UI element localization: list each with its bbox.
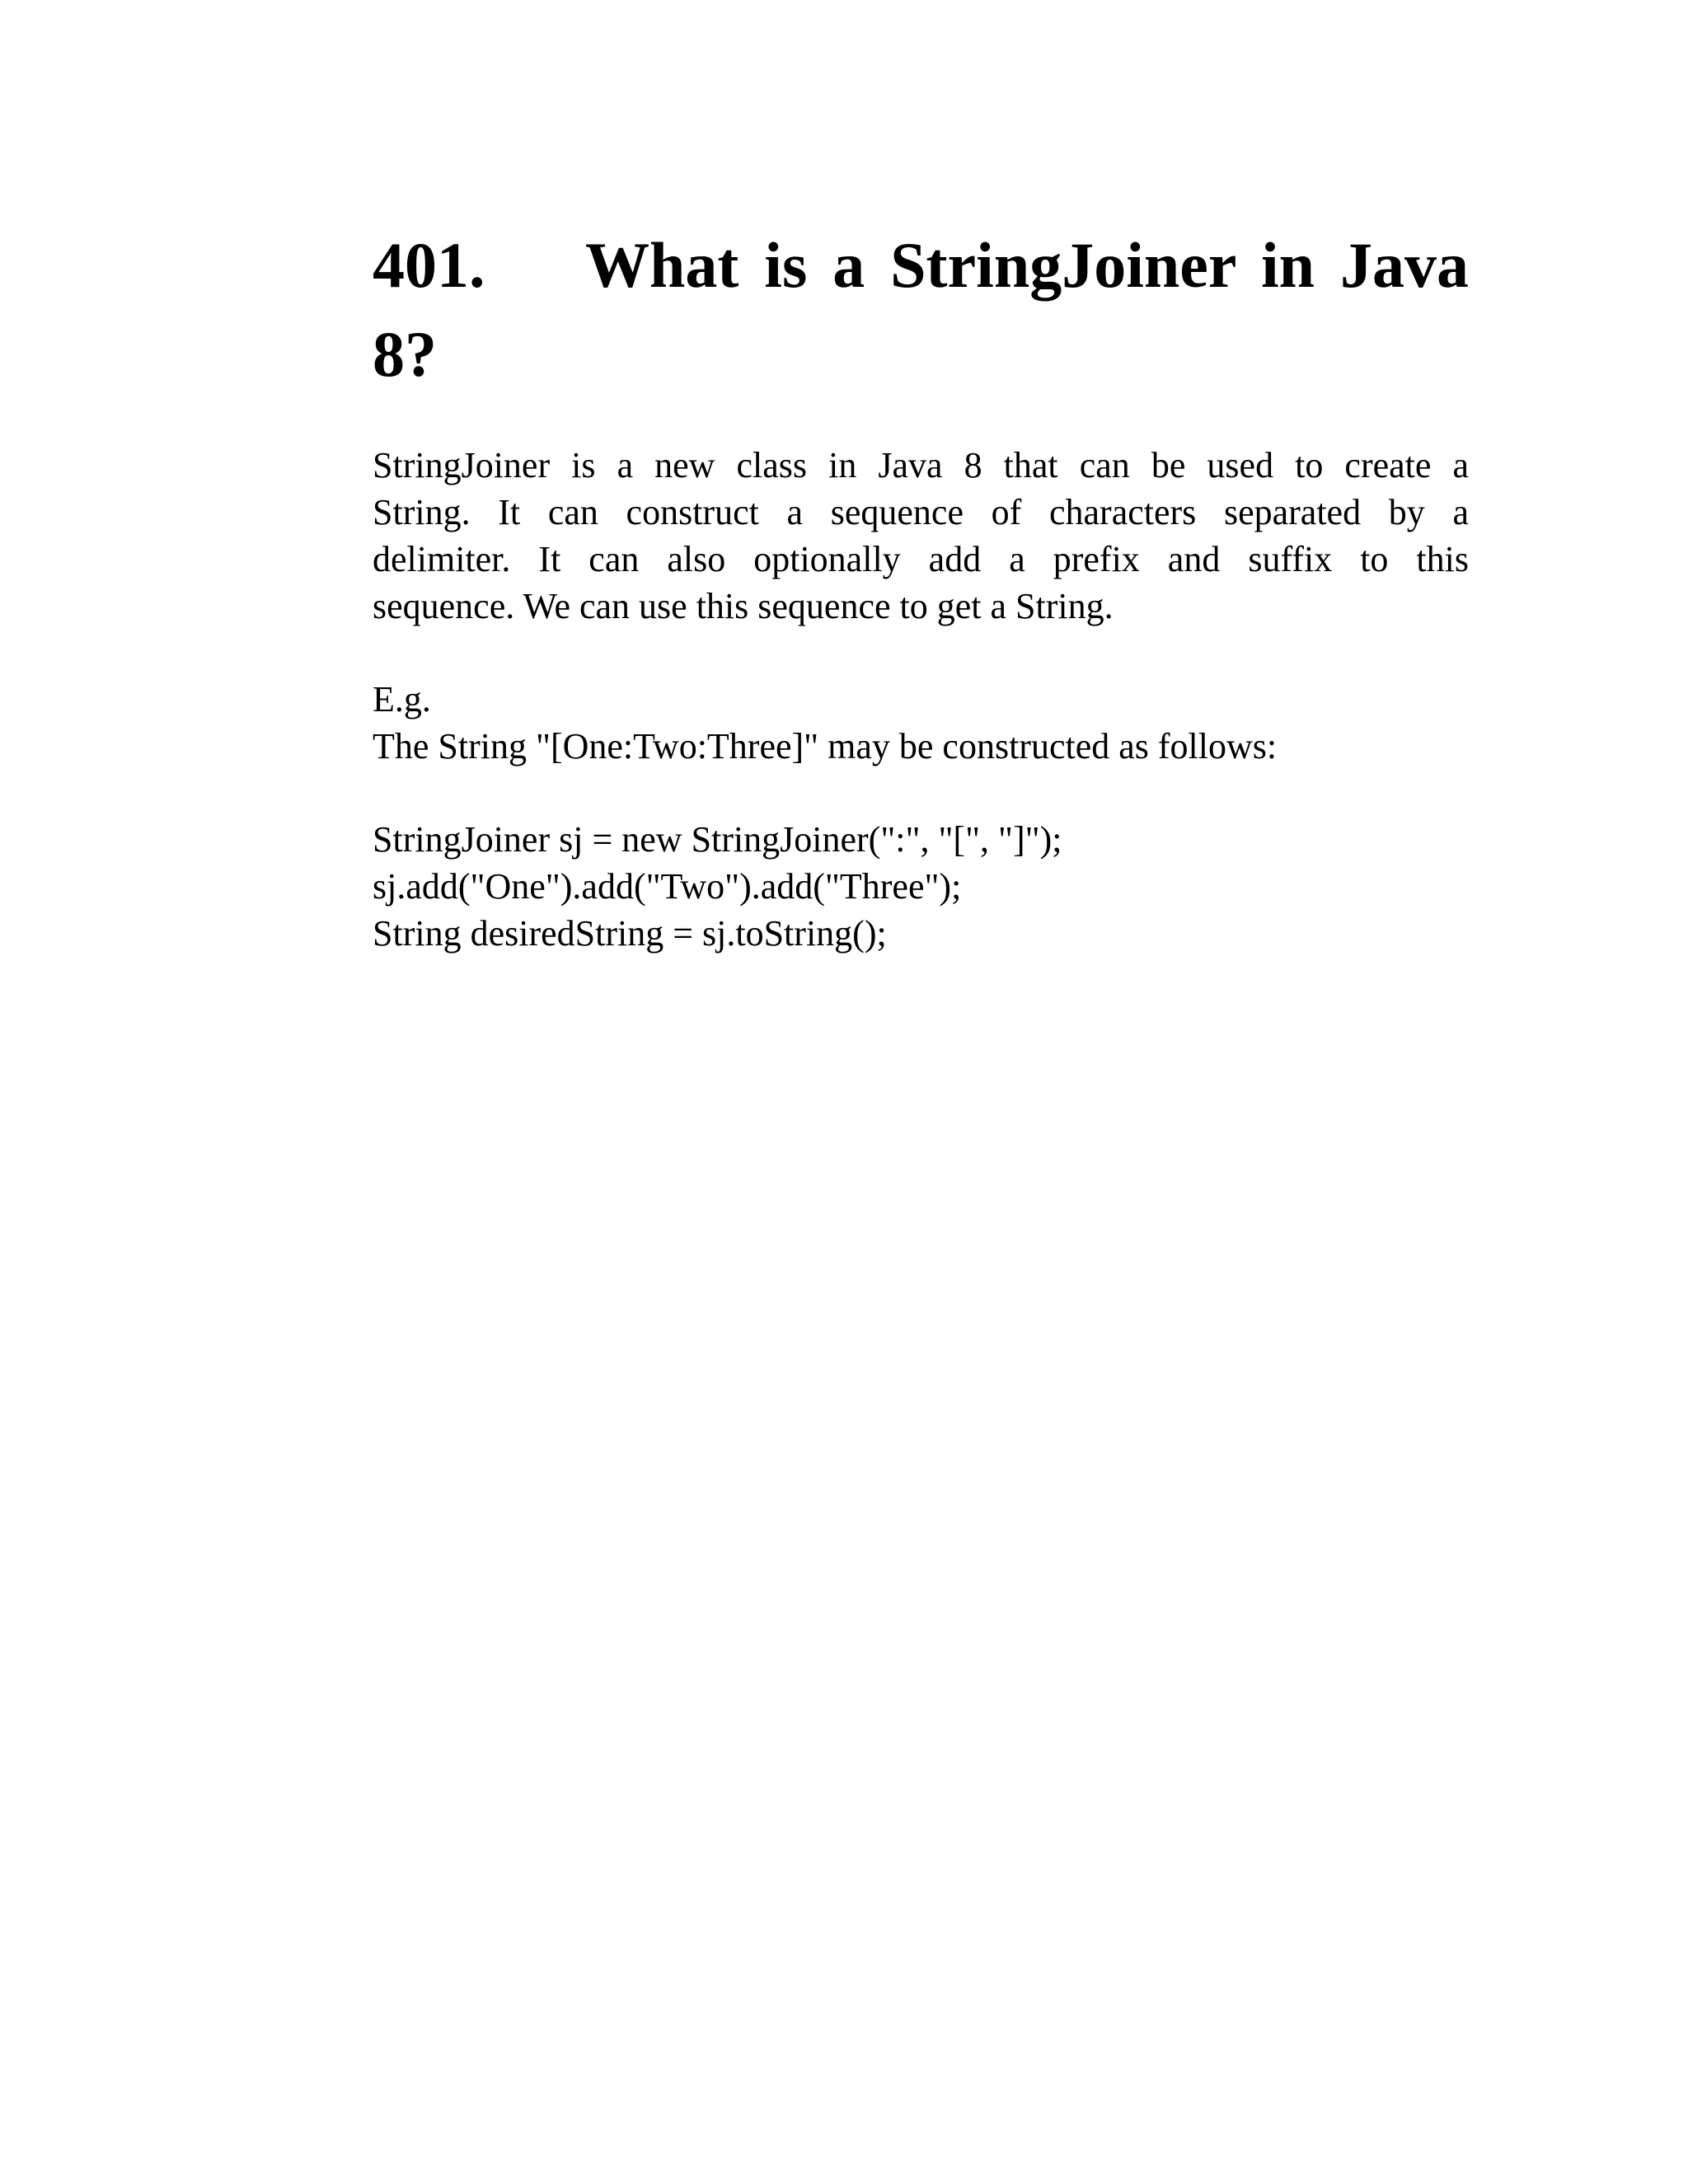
- example-intro: The String "[One:Two:Three]" may be constructed as follows:: [373, 726, 1278, 766]
- question-heading: [373, 221, 1469, 399]
- question-title-line-2: 8?: [373, 318, 437, 390]
- paragraph-line: String. It can construct a sequence of characters separated by a: [373, 492, 1469, 532]
- question-number: 401.: [373, 229, 485, 301]
- example-block: [373, 676, 1469, 770]
- example-label: E.g.: [373, 679, 431, 719]
- code-block: [373, 816, 1469, 957]
- paragraph-line: sequence. We can use this sequence to get a String.: [373, 586, 1114, 626]
- paragraph-line: delimiter. It can also optionally add a prefix and suffix to this: [373, 539, 1469, 579]
- code-line: String desiredString = sj.toString();: [373, 913, 887, 954]
- code-line: StringJoiner sj = new StringJoiner(":", "[", "]");: [373, 819, 1062, 860]
- document-page: [373, 221, 1469, 954]
- code-line: sj.add("One").add("Two").add("Three");: [373, 866, 962, 907]
- answer-paragraph: [373, 442, 1469, 630]
- paragraph-line: StringJoiner is a new class in Java 8 that can be used to create a: [373, 445, 1469, 485]
- question-title-line-1: What is a StringJoiner in Java: [585, 229, 1469, 301]
